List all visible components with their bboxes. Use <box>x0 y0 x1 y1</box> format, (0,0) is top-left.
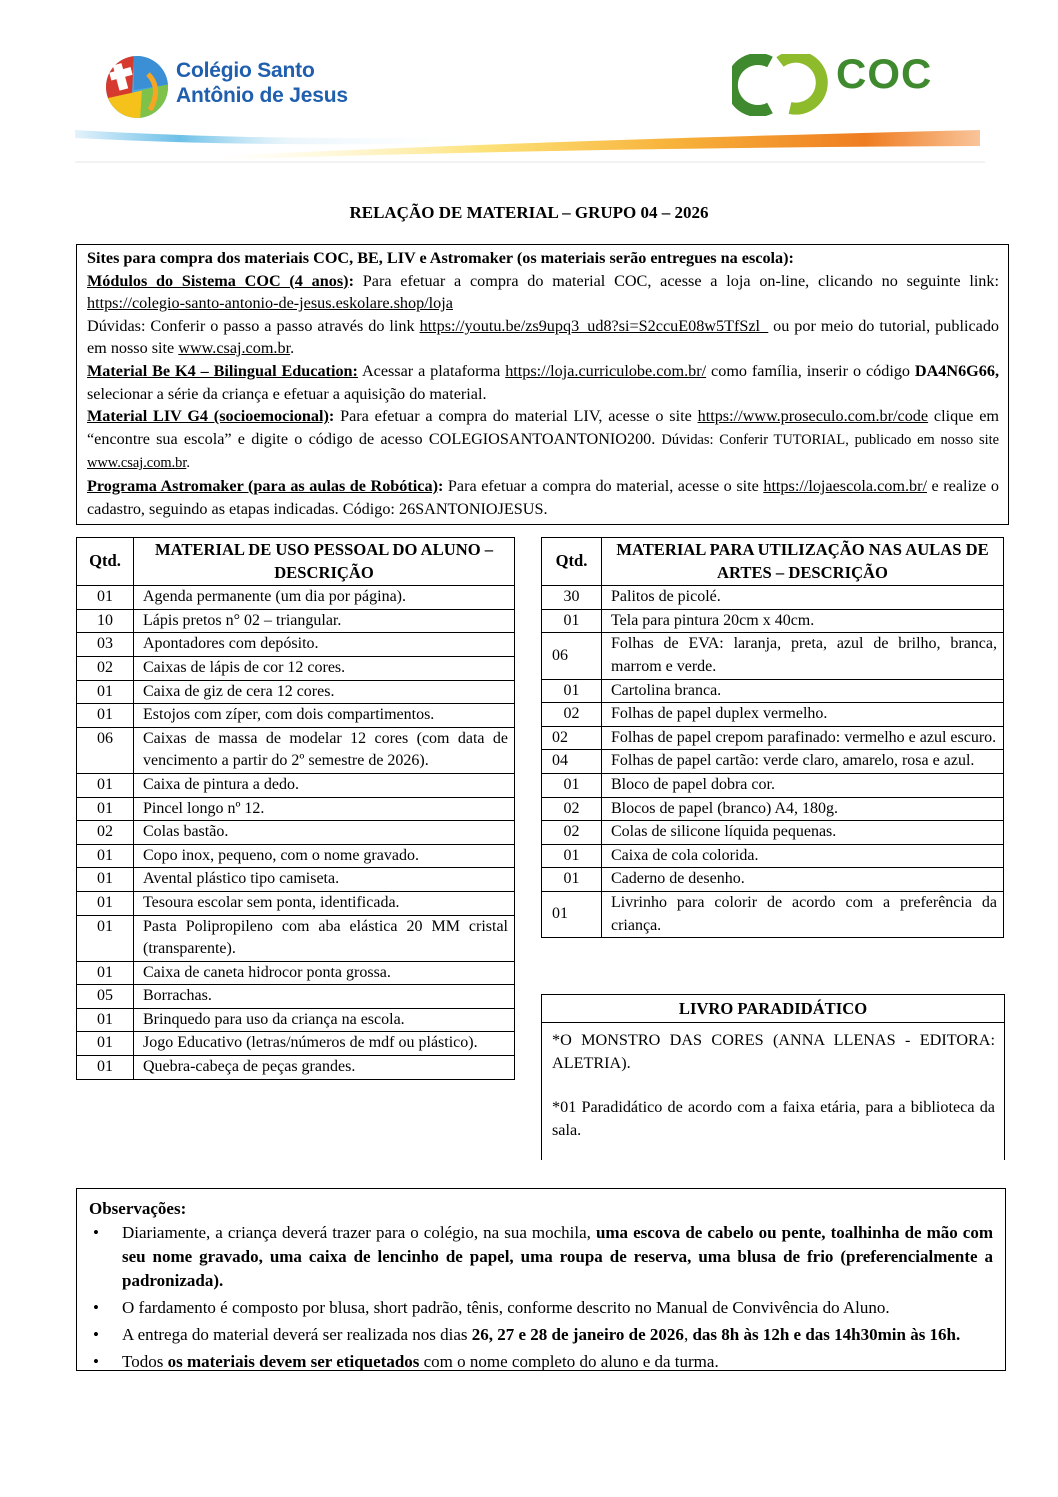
table-row: 02 Blocos de papel (branco) A4, 180g. <box>542 797 1004 821</box>
csaj-site-link-2[interactable]: www.csaj.com.br <box>87 455 187 472</box>
coc-label: Módulos do Sistema COC (4 anos) <box>87 271 349 290</box>
curriculobe-link[interactable]: https://loja.curriculobe.com.br/ <box>505 361 707 380</box>
sites-heading: Sites para compra dos materiais COC, BE, LIV e Astromaker (os materiais serão entregues na escola): <box>87 249 794 267</box>
table-row: 01 Agenda permanente (um dia por página). <box>77 586 515 610</box>
youtube-tutorial-link[interactable]: https://youtu.be/zs9upq3_ud8?si=S2ccuE08w5TfSzl_ <box>419 316 769 335</box>
table-row: 01 Pasta Polipropileno com aba elástica 20 MM cristal (transparente). <box>77 915 515 961</box>
be-label: Material Be K4 – Bilingual Education: <box>87 361 358 380</box>
observation-item: • Diariamente, a criança deverá trazer para o colégio, na sua mochila, uma escova de cabelo ou pente, toalhinha de mão com seu nome gravado, uma caixa de lencinho de papel, uma roupa de reserva, uma blusa de frio (preferencialmente a padronizada). <box>93 1223 994 1290</box>
observation-item: • Todos os materiais devem ser etiquetados com o nome completo do aluno e da turma. <box>89 1350 993 1374</box>
astromaker-label: Programa Astromaker (para as aulas de Robótica) <box>87 476 438 495</box>
bullet-icon: • <box>93 1325 99 1344</box>
desc-header: MATERIAL PARA UTILIZAÇÃO NAS AULAS DE ARTES – DESCRIÇÃO <box>602 538 1004 586</box>
table-row: 01 Estojos com zíper, com dois compartimentos. <box>77 704 515 728</box>
table-row: 02 Caixas de lápis de cor 12 cores. <box>77 656 515 680</box>
table-row: 05 Borrachas. <box>77 985 515 1009</box>
header-swoosh-decoration <box>75 118 985 163</box>
paradidactic-book-box <box>541 994 1005 1160</box>
table-row: 03 Apontadores com depósito. <box>77 633 515 657</box>
page-title: RELAÇÃO DE MATERIAL – GRUPO 04 – 2026 <box>349 203 709 222</box>
lojaescola-link[interactable]: https://lojaescola.com.br/ <box>763 476 927 495</box>
table-row: 01 Caixa de caneta hidrocor ponta grossa. <box>77 961 515 985</box>
be-section: Material Be K4 – Bilingual Education: Acessar a plataforma https://loja.curriculobe.com.br/ como família, inserir o código DA4N6G66, selecionar a série da criança e efetuar a aquisição do material. <box>87 361 1000 403</box>
bullet-icon: • <box>93 1352 99 1371</box>
table-row: 01 Avental plástico tipo camiseta. <box>77 868 515 892</box>
school-name-line2: Antônio de Jesus <box>176 84 348 107</box>
table-row: 01 Tela para pintura 20cm x 40cm. <box>542 609 1004 633</box>
table-row: 30 Palitos de picolé. <box>542 586 1004 610</box>
observation-item: • O fardamento é composto por blusa, short padrão, tênis, conforme descrito no Manual de Convivência do Aluno. <box>89 1296 993 1320</box>
table-row: 01 Caixa de giz de cera 12 cores. <box>77 680 515 704</box>
be-code: DA4N6G66, <box>914 361 1000 380</box>
bullet-icon: • <box>93 1223 99 1242</box>
table-row: 01 Pincel longo nº 12. <box>77 797 515 821</box>
observation-item: • A entrega do material deverá ser realizada nos dias 26, 27 e 28 de janeiro de 2026, das 8h às 12h e das 14h30min às 16h. <box>89 1323 993 1347</box>
table-row: 01 Jogo Educativo (letras/números de mdf ou plástico). <box>77 1032 515 1056</box>
table-row: 01 Brinquedo para uso da criança na escola. <box>77 1008 515 1032</box>
coc-section: Módulos do Sistema COC (4 anos): Para efetuar a compra do material COC, acesse a loja on-line, clicando no seguinte link: https://colegio-santo-antonio-de-jesus.eskolare.shop/loja <box>87 271 999 313</box>
table-row: 01 Bloco de papel dobra cor. <box>542 773 1004 797</box>
liv-label: Material LIV G4 (socioemocional) <box>87 407 329 426</box>
qty-header: Qtd. <box>77 538 134 586</box>
bullet-icon: • <box>93 1298 99 1317</box>
table-row: 02 Colas bastão. <box>77 821 515 845</box>
table-row: 01 Caixa de cola colorida. <box>542 844 1004 868</box>
book-item: *O MONSTRO DAS CORES (ANNA LLENAS - EDITORA: ALETRIA). <box>552 1031 995 1072</box>
table-row: 01 Cartolina branca. <box>542 679 1004 703</box>
coc-rings-icon <box>732 54 828 116</box>
table-row: 10 Lápis pretos n° 02 – triangular. <box>77 609 515 633</box>
qty-header: Qtd. <box>542 538 602 586</box>
art-material-table <box>541 537 1004 938</box>
table-row: 01 Copo inox, pequeno, com o nome gravado. <box>77 844 515 868</box>
coc-store-link[interactable]: https://colegio-santo-antonio-de-jesus.eskolare.shop/loja <box>87 294 453 313</box>
liv-section: Material LIV G4 (socioemocional): Para efetuar a compra do material LIV, acesse o site https://www.proseculo.com.br/code clique em “encontre sua escola” e digite o código de acesso COLEGIOSANTOANTONIO200. Dúvidas: Conferir TUTORIAL, publicado em nosso site www.csaj.com.br. <box>87 407 1000 472</box>
table-row: 01 Caderno de desenho. <box>542 868 1004 892</box>
coc-doubts: Dúvidas: Conferir o passo a passo através do link https://youtu.be/zs9upq3_ud8?si=S2ccuE08w5TfSzl_ ou por meio do tutorial, publicado em nosso site www.csaj.com.br. <box>87 316 1000 358</box>
school-emblem-icon <box>104 54 170 120</box>
observations-title: Observações: <box>89 1199 187 1218</box>
table-row: 04 Folhas de papel cartão: verde claro, amarelo, rosa e azul. <box>542 750 1004 774</box>
purchase-sites-box <box>76 244 1009 525</box>
coc-wordmark: COC <box>836 50 933 97</box>
school-logo <box>104 52 414 122</box>
table-row: 01 Livrinho para colorir de acordo com a preferência da criança. <box>542 891 1004 937</box>
proseculo-link[interactable]: https://www.proseculo.com.br/code <box>697 407 929 426</box>
coc-logo <box>732 52 962 117</box>
table-row: 02 Colas de silicone líquida pequenas. <box>542 821 1004 845</box>
observations-box <box>76 1188 1006 1371</box>
table-row: 06 Caixas de massa de modelar 12 cores (com data de vencimento a partir do 2º semestre de 2026). <box>77 727 515 773</box>
table-row: 02 Folhas de papel duplex vermelho. <box>542 703 1004 727</box>
table-row: 02 Folhas de papel crepom parafinado: vermelho e azul escuro. <box>542 726 1004 750</box>
personal-material-table <box>76 537 515 1080</box>
table-row: 01 Tesoura escolar sem ponta, identificada. <box>77 891 515 915</box>
astromaker-section: Programa Astromaker (para as aulas de Robótica): Para efetuar a compra do material, acesse o site https://lojaescola.com.br/ e realize o cadastro, seguindo as etapas indicadas. Código: 26SANTONIOJESUS. <box>87 476 1000 518</box>
desc-header: MATERIAL DE USO PESSOAL DO ALUNO – DESCRIÇÃO <box>134 538 515 586</box>
book-item: *01 Paradidático de acordo com a faixa etária, para a biblioteca da sala. <box>552 1098 995 1139</box>
paradidactic-heading: LIVRO PARADIDÁTICO <box>542 995 1004 1023</box>
csaj-site-link[interactable]: www.csaj.com.br <box>178 339 291 358</box>
table-row: 06 Folhas de EVA: laranja, preta, azul de brilho, branca, marrom e verde. <box>542 633 1004 679</box>
school-name-line1: Colégio Santo <box>176 59 315 82</box>
table-row: 01 Quebra-cabeça de peças grandes. <box>77 1056 515 1080</box>
table-row: 01 Caixa de pintura a dedo. <box>77 773 515 797</box>
